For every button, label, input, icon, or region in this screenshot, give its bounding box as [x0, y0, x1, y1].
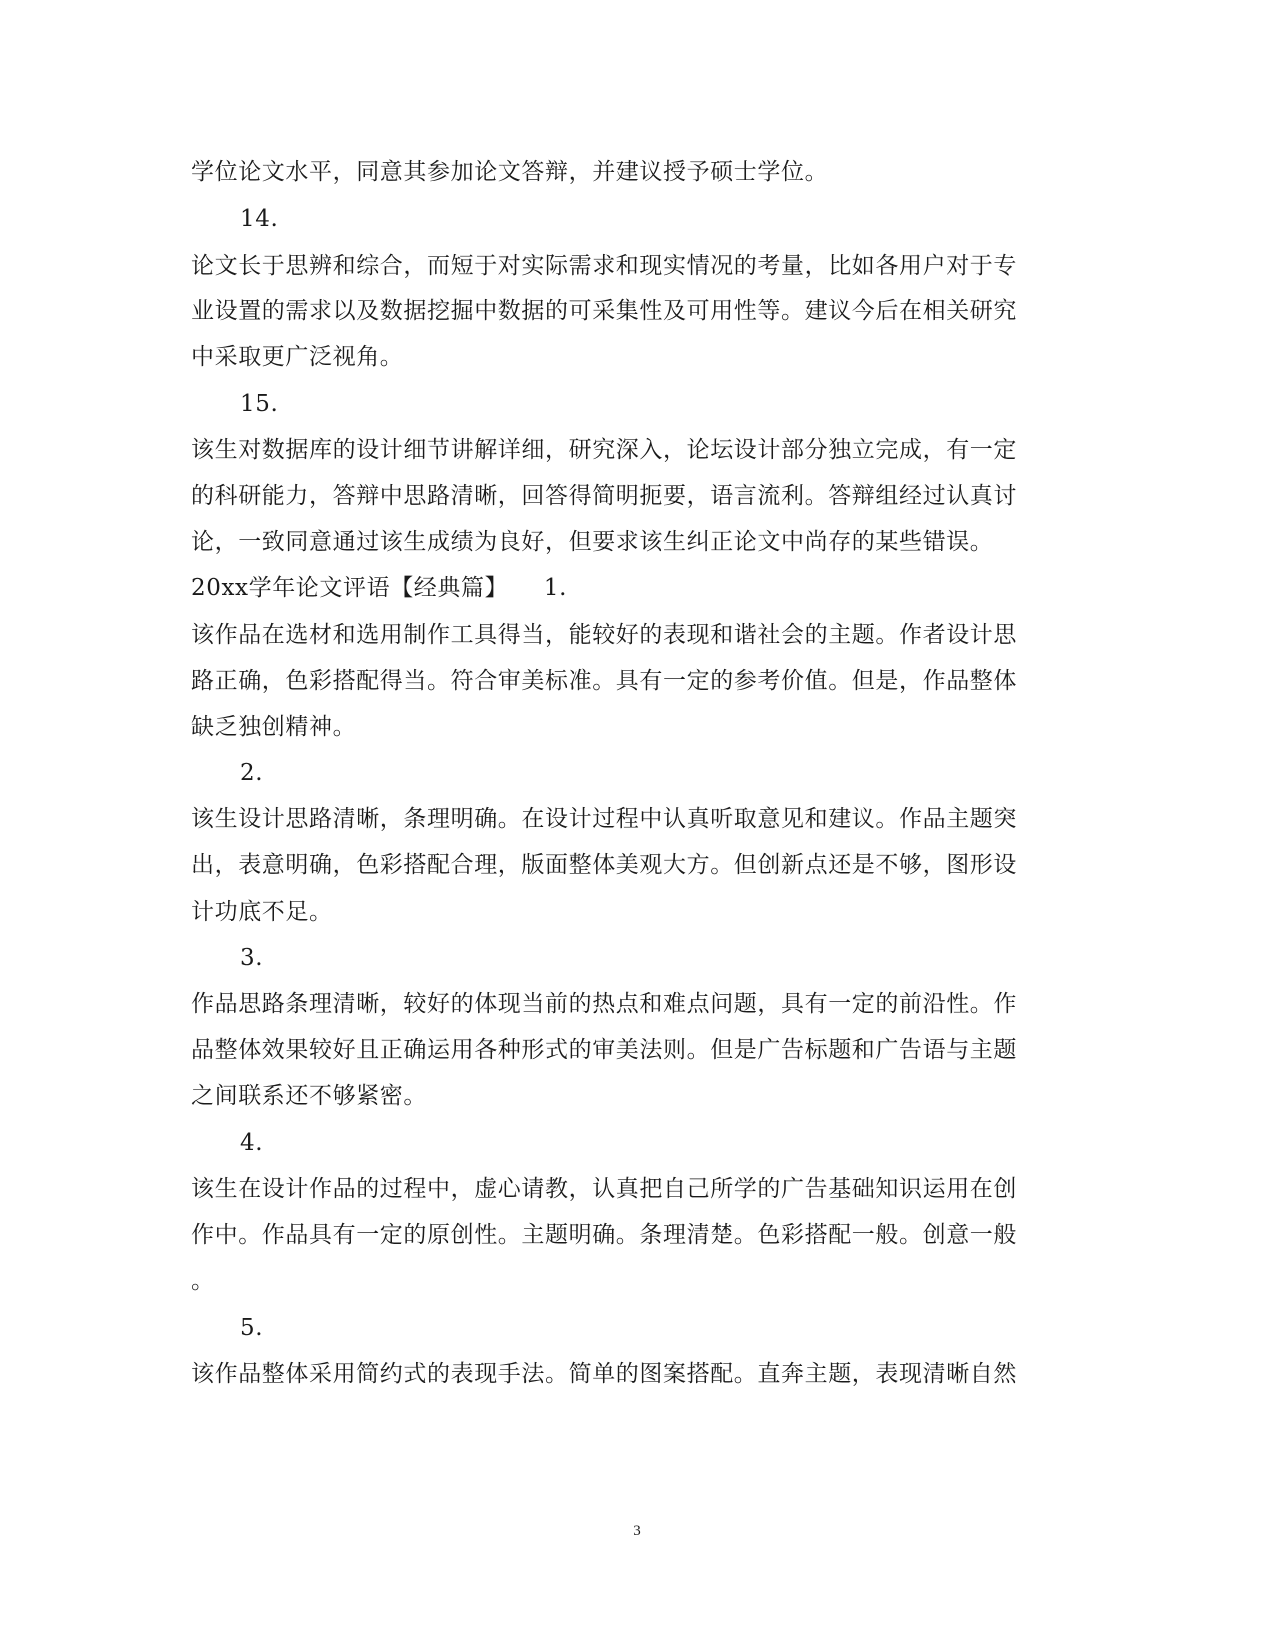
- item-number: 5.: [240, 1315, 264, 1341]
- item-number: 14.: [240, 206, 279, 232]
- text-line: 作中。作品具有一定的原创性。主题明确。条理清楚。色彩搭配一般。创意一般: [191, 1222, 1017, 1248]
- text-line: 缺乏独创精神。: [191, 714, 357, 740]
- text-line: 出，表意明确，色彩搭配合理，版面整体美观大方。但创新点还是不够，图形设: [191, 852, 1017, 878]
- text-line: 该作品在选材和选用制作工具得当，能较好的表现和谐社会的主题。作者设计思: [191, 622, 1017, 648]
- text-line: 中采取更广泛视角。: [191, 344, 404, 370]
- text-line: 的科研能力，答辩中思路清晰，回答得简明扼要，语言流利。答辩组经过认真讨: [191, 483, 1017, 509]
- text-line: 该作品整体采用简约式的表现手法。简单的图案搭配。直奔主题，表现清晰自然: [191, 1361, 1017, 1387]
- text-line: 计功底不足。: [191, 899, 333, 925]
- item-number: 15.: [240, 391, 279, 417]
- text-line: 该生对数据库的设计细节讲解详细，研究深入，论坛设计部分独立完成，有一定: [191, 437, 1017, 463]
- text-line: 。: [191, 1268, 215, 1294]
- text-line: 路正确，色彩搭配得当。符合审美标准。具有一定的参考价值。但是，作品整体: [191, 668, 1017, 694]
- text-line: 作品思路条理清晰，较好的体现当前的热点和难点问题，具有一定的前沿性。作: [191, 991, 1017, 1017]
- page-number: 3: [633, 1523, 641, 1539]
- text-line: 业设置的需求以及数据挖掘中数据的可采集性及可用性等。建议今后在相关研究: [191, 298, 1017, 324]
- text-line: 论，一致同意通过该生成绩为良好，但要求该生纠正论文中尚存的某些错误。: [191, 529, 994, 555]
- text-line: 品整体效果较好且正确运用各种形式的审美法则。但是广告标题和广告语与主题: [191, 1037, 1017, 1063]
- text-line: 学位论文水平，同意其参加论文答辩，并建议授予硕士学位。: [191, 159, 829, 185]
- item-number: 4.: [240, 1130, 264, 1156]
- text-line: 之间联系还不够紧密。: [191, 1083, 427, 1109]
- text-line: 论文长于思辨和综合，而短于对实际需求和现实情况的考量，比如各用户对于专: [191, 253, 1017, 279]
- text-line: 该生设计思路清晰，条理明确。在设计过程中认真听取意见和建议。作品主题突: [191, 806, 1017, 832]
- item-number: 3.: [240, 945, 264, 971]
- section-heading: 20xx学年论文评语【经典篇】 1.: [191, 575, 568, 601]
- item-number: 2.: [240, 760, 264, 786]
- text-line: 该生在设计作品的过程中，虚心请教，认真把自己所学的广告基础知识运用在创: [191, 1176, 1017, 1202]
